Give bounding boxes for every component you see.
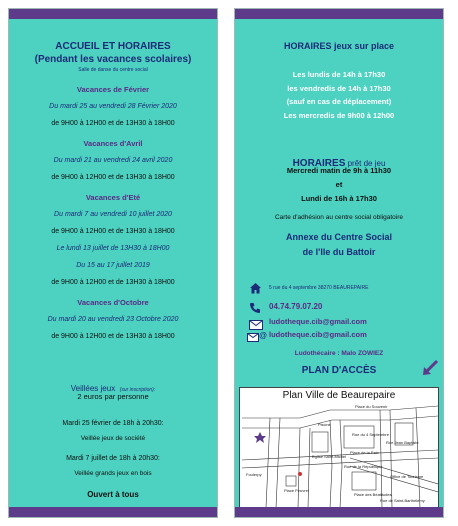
veillees-note: (sur inscription): <box>119 387 156 393</box>
section-line: de 9H00 à 12H00 et de 13H30 à 18H00 <box>51 279 175 286</box>
info-panel <box>234 8 444 518</box>
section-line: Du mardi 25 au vendredi 28 Février 2020 <box>49 103 177 110</box>
map-label: Rue de la République <box>344 464 383 469</box>
loan-title-bold: HORAIRES <box>292 158 346 169</box>
open-to-all: Ouvert à tous <box>87 490 139 499</box>
hours-panel <box>8 8 218 518</box>
annex-name-line2: de l'Ile du Battoir <box>302 247 376 257</box>
venue-note: Salle de danse du centre social <box>78 67 148 73</box>
librarian-name: Ludothécaire : Malo ZOWIEZ <box>294 350 384 357</box>
home-icon <box>249 281 262 299</box>
arrow-down-left-icon <box>421 359 439 382</box>
map-label: Place Peuvret <box>284 488 309 493</box>
section-heading: Vacances d'Eté <box>85 193 141 202</box>
svg-text:@: @ <box>259 331 267 340</box>
map-label: Place du Souvenir <box>355 404 388 409</box>
map-label: Rue du 4 Septembre <box>352 432 389 437</box>
loan-title-rest: prêt de jeu <box>345 159 386 168</box>
section-line: Le lundi 13 juillet de 13H30 à 18H00 <box>56 245 170 252</box>
access-map <box>239 387 439 509</box>
event-desc: Veillée jeux de société <box>80 435 146 442</box>
street-map-drawing <box>240 388 439 509</box>
top-bar <box>235 9 443 19</box>
address-text: 5 rue du 4 septembre 38270 BEAUREPAIRE <box>269 285 369 291</box>
map-title: Plan Ville de Beaurepaire <box>282 390 396 401</box>
veillees-title: Veillées jeux <box>70 384 116 393</box>
map-label: Piscine <box>318 422 331 427</box>
annex-name: Annexe du Centre Social <box>285 232 393 242</box>
bottom-bar <box>235 507 443 517</box>
access-title: PLAN D'ACCÈS <box>301 365 377 376</box>
email-link[interactable]: ludotheque.cib@gmail.com <box>269 317 367 326</box>
section-line: Du mardi 21 au vendredi 24 avril 2020 <box>53 157 173 164</box>
section-line: de 9H00 à 12H00 et de 13H30 à 18H00 <box>51 174 175 181</box>
map-label: Rue Jean Baptiste <box>386 440 419 445</box>
section-line: de 9H00 à 12H00 et de 13H30 à 18H00 <box>51 333 175 340</box>
section-heading: Vacances d'Octobre <box>77 298 149 307</box>
section-line: de 9H00 à 12H00 et de 13H30 à 18H00 <box>51 228 175 235</box>
section-line: Du mardi 7 au vendredi 10 juillet 2020 <box>54 211 172 218</box>
onsite-hours-title: HORAIRES jeux sur place <box>283 41 395 51</box>
section-line: de 9H00 à 12H00 et de 13H30 à 18H00 <box>51 120 175 127</box>
map-label: Rue de Saint-Barthélémy <box>380 498 425 503</box>
event-desc: Veillée grands jeux en bois <box>74 470 152 477</box>
loan-line: Lundi de 16h à 17h30 <box>301 194 377 203</box>
event-date: Mardi 7 juillet de 18h à 20h30: <box>66 455 160 462</box>
bottom-bar <box>9 507 217 517</box>
loan-line: et <box>335 180 343 189</box>
schedule-line: (sauf en cas de déplacement) <box>286 97 392 106</box>
schedule-line: Les mercredis de 9h00 à 12h00 <box>283 111 395 120</box>
panel-title: ACCUEIL ET HORAIRES <box>55 41 171 52</box>
membership-note: Carte d'adhésion au centre social obligatoire <box>274 214 404 221</box>
loan-line: Mercredi matin de 9h à 11h30 <box>286 166 392 175</box>
map-label: Office de Tourisme <box>390 474 424 479</box>
map-label: Eglise Saint-Michel <box>312 454 347 459</box>
map-label: Place de la Paix <box>350 450 379 455</box>
event-date: Mardi 25 février de 18h à 20h30: <box>62 420 164 427</box>
email-link-secondary[interactable]: ludotheque.cib@gmail.com <box>269 330 367 339</box>
schedule-line: Les lundis de 14h à 17h30 <box>292 70 386 79</box>
schedule-line: les vendredis de 14h à 17h30 <box>287 84 391 93</box>
panel-subtitle: (Pendant les vacances scolaires) <box>34 54 192 65</box>
email-at-icon <box>247 329 267 347</box>
price-text: 2 euros par personne <box>77 392 149 401</box>
top-bar <box>9 9 217 19</box>
map-label: Foulerpy <box>246 472 262 477</box>
section-heading: Vacances d'Avril <box>83 139 143 148</box>
section-line: Du 15 au 17 juillet 2019 <box>76 262 150 269</box>
section-heading: Vacances de Février <box>76 85 150 94</box>
map-label: Place des Béatitudes <box>354 492 392 497</box>
section-line: Du mardi 20 au vendredi 23 Octobre 2020 <box>47 316 179 323</box>
phone-number[interactable]: 04.74.79.07.20 <box>269 302 323 311</box>
